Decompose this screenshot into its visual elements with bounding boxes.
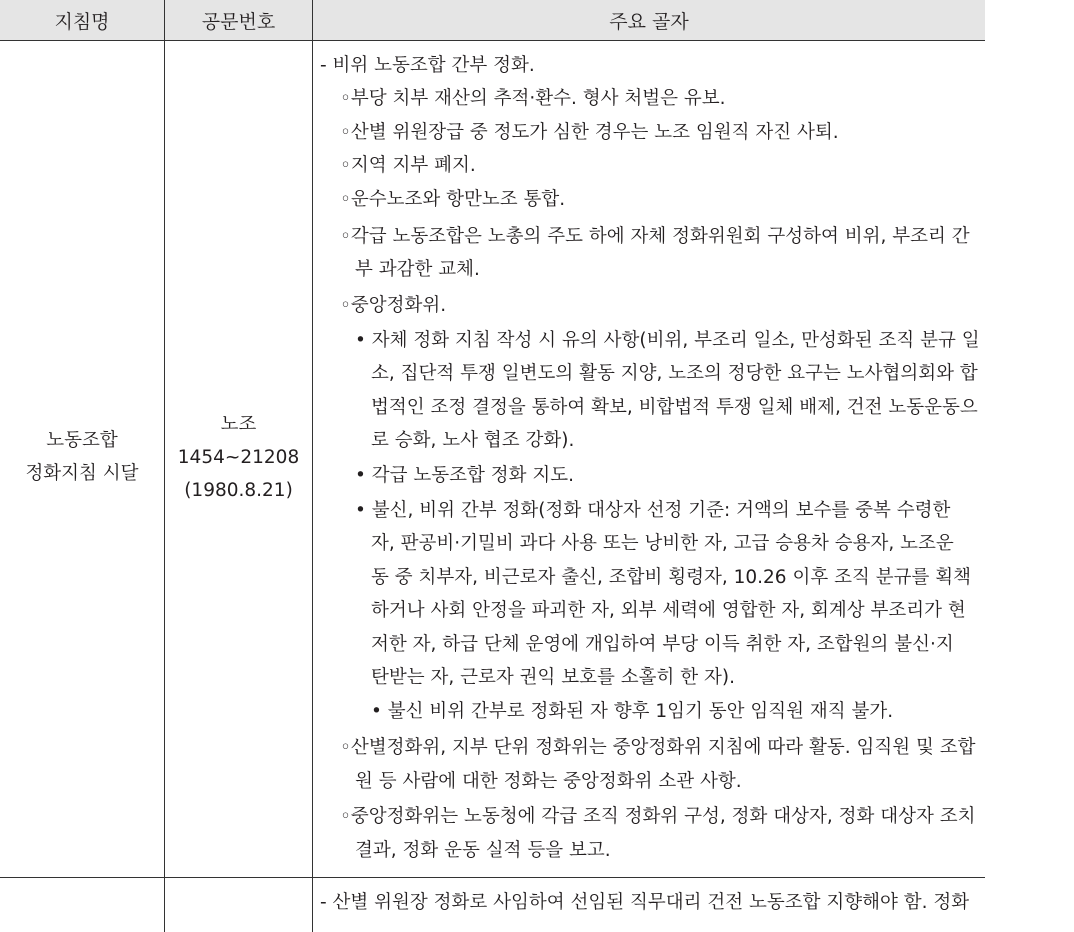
content-line: 결과, 정화 운동 실적 등을 보고. [355,840,611,861]
header-label: 공문번호 [201,10,276,33]
content-line: - 비위 노동조합 간부 정화. [320,55,535,76]
content-line: ◦각급 노동조합은 노총의 주도 하에 자체 정화위원회 구성하여 비위, 부조리 간 [340,226,970,247]
content-line: ◦운수노조와 항만노조 통합. [340,189,566,210]
column-divider [312,0,313,932]
content-line: • 각급 노동조합 정화 지도. [355,465,575,486]
header-divider [0,40,985,41]
content-line: 저한 자, 하급 단체 운영에 개입하여 부당 이득 취한 자, 조합원의 불신·지 [371,634,954,655]
header-guideline-name [0,0,164,40]
content-line: 부 과감한 교체. [355,259,480,280]
header-document-number [165,0,312,40]
header-main-points [313,0,985,40]
document-number-line: 1454~21208 [177,447,300,468]
content-line: ◦산별 위원장급 중 정도가 심한 경우는 노조 임원직 자진 사퇴. [340,122,839,143]
content-line: 법적인 조정 결정을 통하여 확보, 비합법적 투쟁 일체 배제, 건전 노동운동으 [371,397,978,418]
content-line: 로 승화, 노사 협조 강화). [371,430,575,451]
content-line: 원 등 사람에 대한 정화는 중앙정화위 소관 사항. [355,771,742,792]
content-line: 동 중 치부자, 비근로자 출신, 조합비 횡령자, 10.26 이후 조직 분규를 획책 [371,567,971,588]
document-number-line: (1980.8.21) [184,480,293,501]
document-number-cell [165,408,312,507]
row-divider [0,877,985,878]
content-line: ◦산별정화위, 지부 단위 정화위는 중앙정화위 지침에 따라 활동. 임직원 및 조합 [340,737,976,758]
guideline-name-cell [0,424,164,490]
document-number-line: 노조 [220,414,257,435]
content-line: ◦중앙정화위. [340,295,447,316]
content-line: 하거나 사회 안정을 파괴한 자, 외부 세력에 영합한 자, 회계상 부조리가 현 [371,600,966,621]
content-line: 소, 집단적 투쟁 일변도의 활동 지양, 노조의 정당한 요구는 노사협의회와 합 [371,363,978,384]
guideline-name-line: 정화지침 시달 [25,463,139,484]
guideline-name-line: 노동조합 [46,430,118,451]
content-line: - 산별 위원장 정화로 사임하여 선임된 직무대리 건전 노동조합 지향해야 함. 정화 [320,892,970,913]
content-line: • 자체 정화 지침 작성 시 유의 사항(비위, 부조리 일소, 만성화된 조직 분규 일 [355,330,980,351]
content-line: • 불신 비위 간부로 정화된 자 향후 1임기 동안 임직원 재직 불가. [371,701,894,722]
header-label: 주요 골자 [609,10,689,33]
header-label: 지침명 [54,10,110,33]
content-line: ◦부당 치부 재산의 추적·환수. 형사 처벌은 유보. [340,88,726,109]
content-line: 자, 판공비·기밀비 과다 사용 또는 낭비한 자, 고급 승용차 승용자, 노조운 [371,533,954,554]
content-line: ◦중앙정화위는 노동청에 각급 조직 정화위 구성, 정화 대상자, 정화 대상자 조치 [340,806,976,827]
content-line: • 불신, 비위 간부 정화(정화 대상자 선정 기준: 거액의 보수를 중복 수령한 [355,500,951,521]
content-line: ◦지역 지부 폐지. [340,155,476,176]
content-line: 탄받는 자, 근로자 권익 보호를 소홀히 한 자). [371,667,735,688]
